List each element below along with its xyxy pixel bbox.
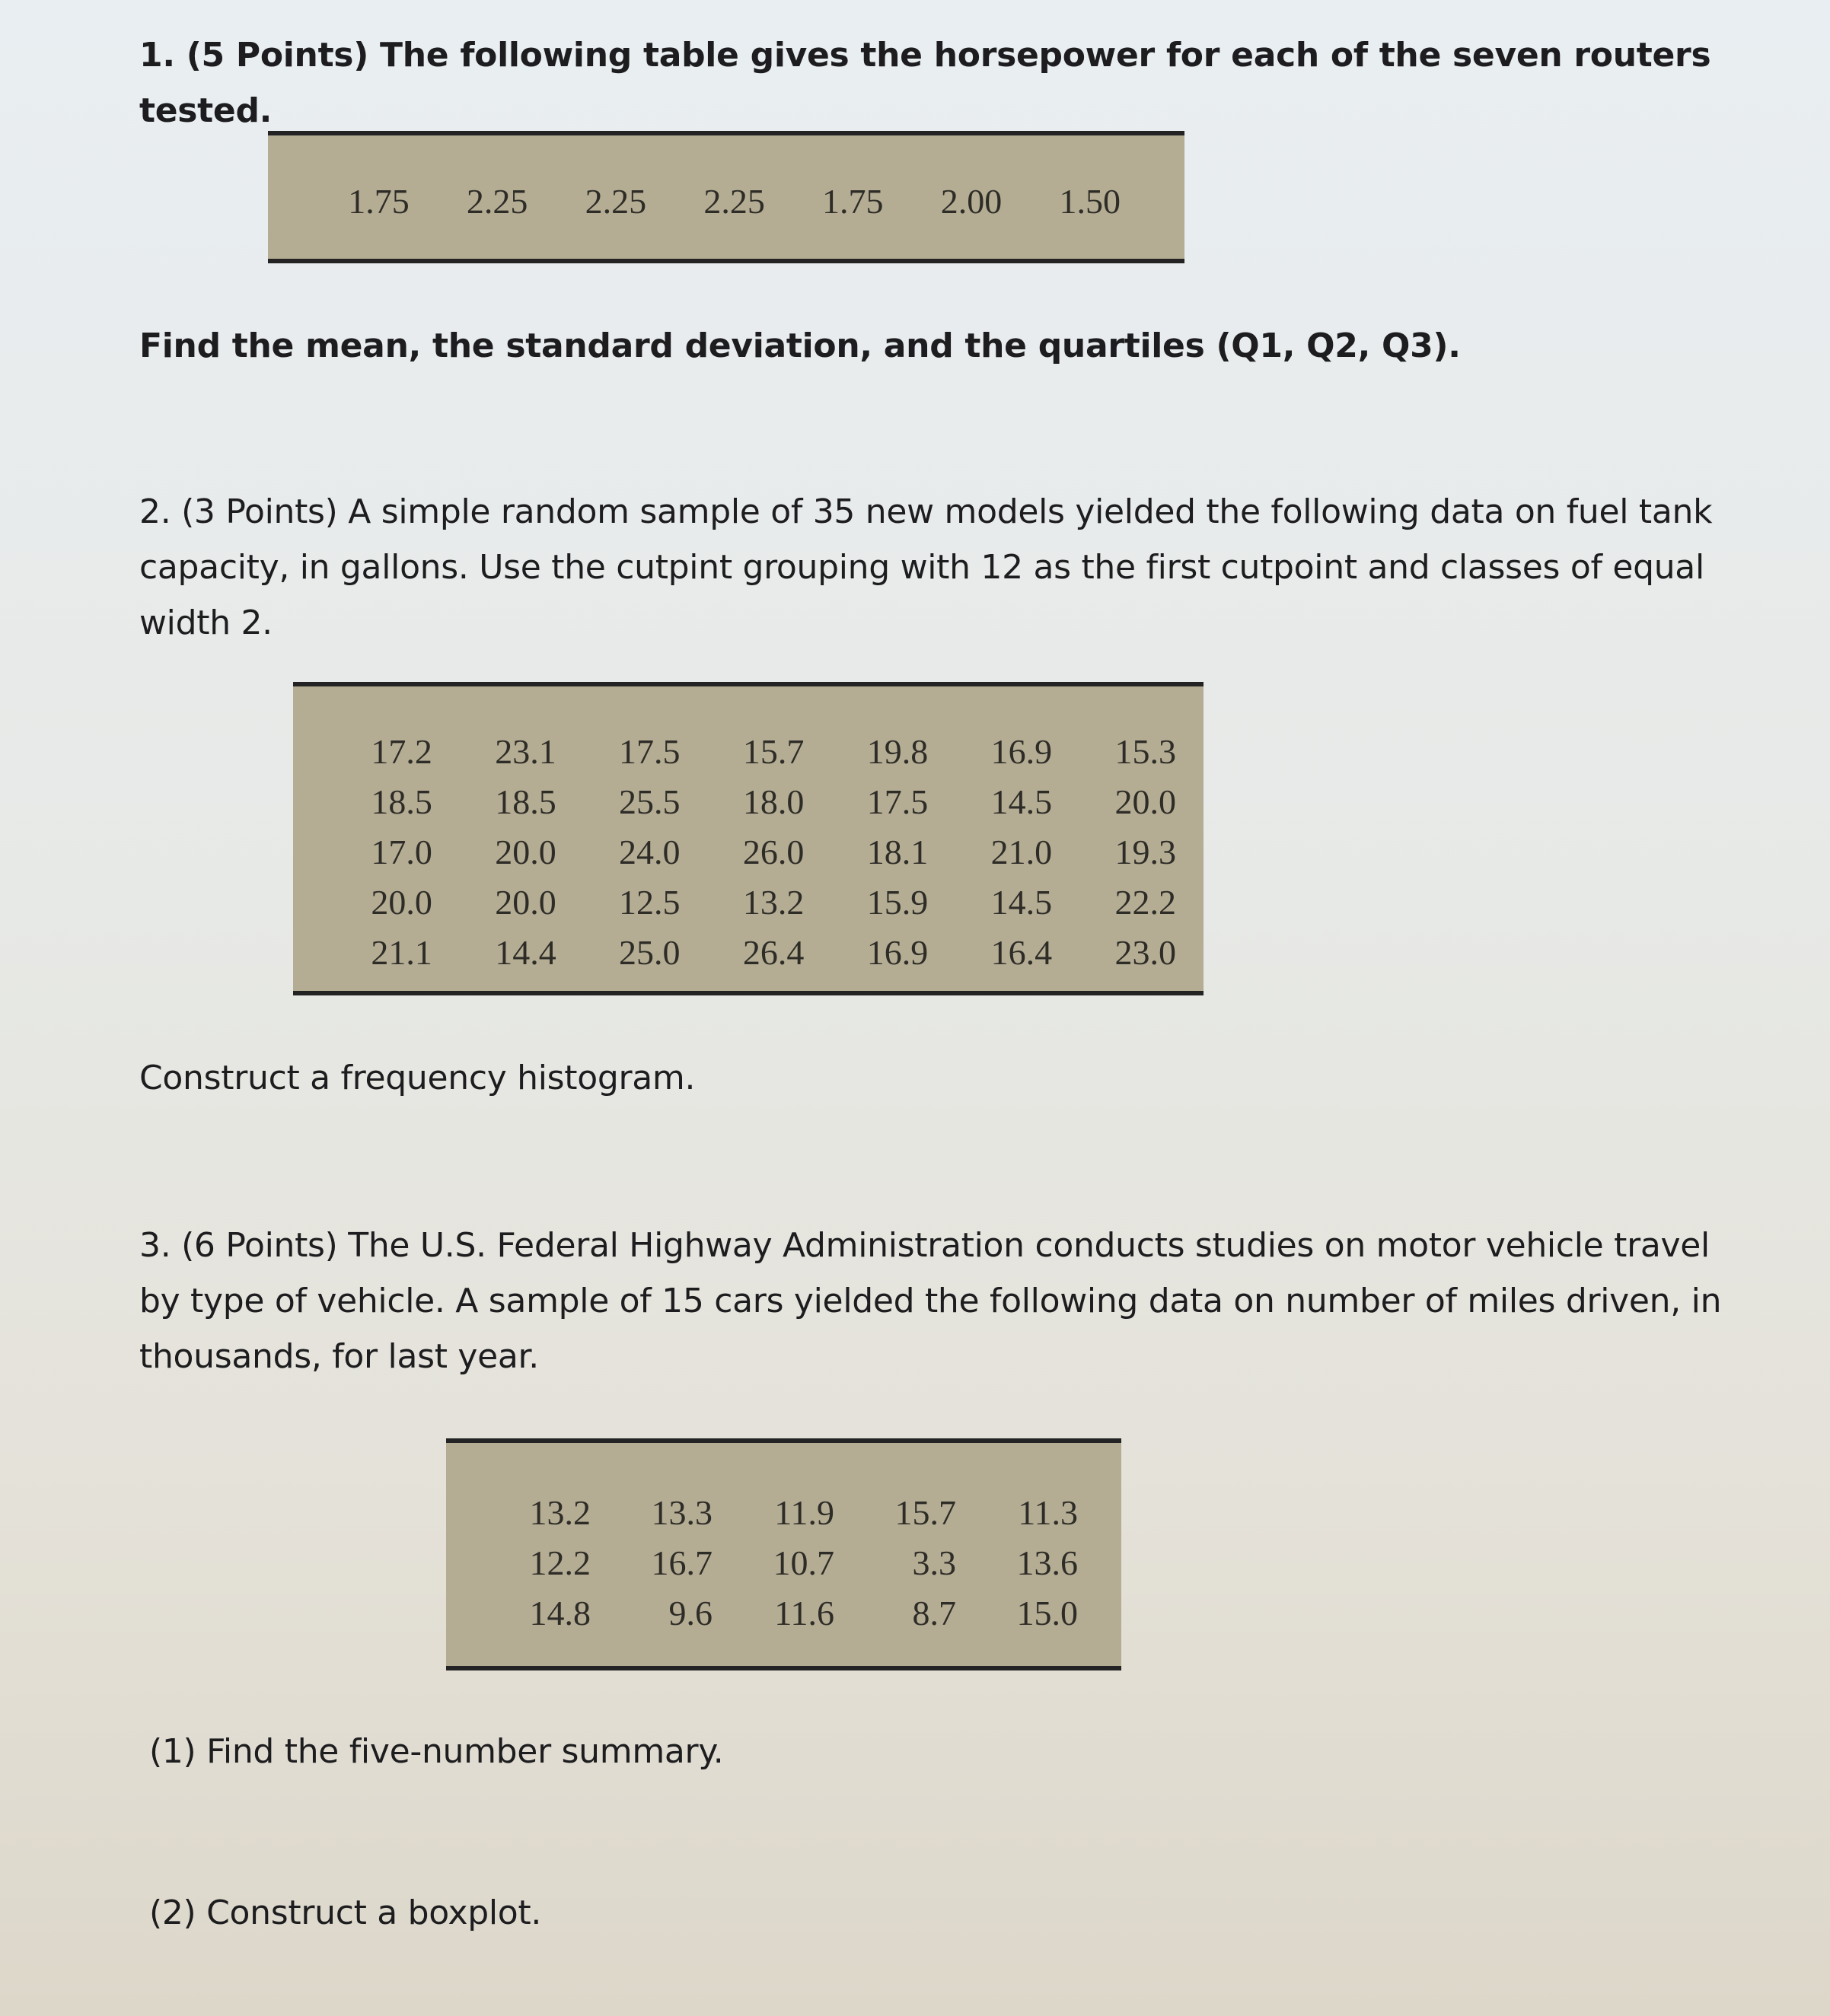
q1-heading: 1. (5 Points) The following table gives the horsepower for each of the seven routers tested. [139, 36, 1711, 130]
table-cell: 21.1 [371, 932, 432, 972]
table-cell: 26.0 [742, 832, 805, 871]
table-cell: 17.2 [371, 731, 432, 771]
table-cell: 13.2 [742, 882, 805, 922]
table-cell: 15.9 [866, 882, 929, 922]
q2-data-table [293, 682, 1204, 995]
table-cell: 15.7 [894, 1492, 956, 1532]
table-cell: 23.1 [495, 731, 556, 771]
table-cell: 11.9 [774, 1492, 834, 1532]
table-cell: 13.2 [529, 1492, 591, 1532]
q2-line-1: 2. (3 Points) A simple random sample of 35 new models yielded the following data on fuel tank [139, 492, 1713, 531]
table-cell: 21.0 [990, 832, 1053, 871]
table-cell: 18.0 [742, 782, 805, 821]
table-cell: 15.7 [742, 731, 805, 771]
table-cell: 11.6 [774, 1593, 834, 1632]
table-cell: 17.0 [371, 832, 432, 871]
q3-line-2: by type of vehicle. A sample of 15 cars yielded the following data on number of miles driven, in [139, 1282, 1722, 1320]
table-cell: 18.1 [866, 832, 929, 871]
table-row [308, 927, 1176, 977]
table-row [308, 826, 1176, 877]
table-row [308, 726, 1176, 776]
table-cell: 8.7 [912, 1593, 956, 1632]
table-cell: 23.0 [1114, 932, 1176, 972]
table-cell: 2.25 [466, 181, 528, 221]
table-cell: 22.2 [1114, 882, 1176, 922]
table-cell: 15.3 [1114, 731, 1176, 771]
table-cell: 12.2 [529, 1543, 591, 1582]
table-cell: 16.4 [990, 932, 1053, 972]
q3-data-table [446, 1438, 1121, 1670]
table-cell: 2.00 [940, 181, 1003, 221]
q2-line-3: width 2. [139, 604, 273, 642]
table-cell: 10.7 [773, 1543, 834, 1582]
table-row [469, 1588, 1078, 1638]
table-cell: 1.75 [822, 181, 884, 221]
table-cell: 17.5 [619, 731, 681, 771]
table-cell: 20.0 [1114, 782, 1176, 821]
table-row [291, 178, 1121, 224]
table-row [469, 1487, 1078, 1537]
table-row [469, 1537, 1078, 1588]
table-cell: 18.5 [495, 782, 556, 821]
table-cell: 9.6 [668, 1593, 713, 1632]
table-cell: 20.0 [495, 882, 556, 922]
q1-instruction: Find the mean, the standard deviation, and the quartiles (Q1, Q2, Q3). [139, 326, 1461, 365]
table-cell: 2.25 [585, 181, 647, 221]
table-cell: 12.5 [619, 882, 681, 922]
table-cell: 20.0 [371, 882, 432, 922]
table-cell: 14.5 [990, 882, 1053, 922]
q2-line-2: capacity, in gallons. Use the cutpint grouping with 12 as the first cutpoint and classes of equal [139, 548, 1704, 587]
table-cell: 17.5 [866, 782, 929, 821]
table-cell: 16.9 [990, 731, 1053, 771]
q1-data-table [268, 131, 1184, 263]
table-cell: 16.9 [866, 932, 929, 972]
table-cell: 1.50 [1059, 181, 1121, 221]
q3-part-2: (2) Construct a boxplot. [149, 1893, 542, 1932]
q3-prompt [139, 1218, 1776, 1384]
table-cell: 11.3 [1018, 1492, 1078, 1532]
table-cell: 24.0 [619, 832, 681, 871]
table-cell: 14.8 [529, 1593, 591, 1632]
q3-part-1: (1) Find the five-number summary. [149, 1732, 724, 1771]
q2-instruction: Construct a frequency histogram. [139, 1059, 696, 1097]
table-cell: 20.0 [495, 832, 556, 871]
table-cell: 3.3 [912, 1543, 956, 1582]
q3-line-3: thousands, for last year. [139, 1337, 539, 1376]
table-row [308, 776, 1176, 826]
table-cell: 13.3 [651, 1492, 713, 1532]
table-cell: 15.0 [1016, 1593, 1078, 1632]
q2-prompt [139, 484, 1776, 651]
table-cell: 25.0 [619, 932, 681, 972]
table-cell: 14.5 [990, 782, 1053, 821]
table-cell: 13.6 [1016, 1543, 1078, 1582]
table-cell: 19.3 [1114, 832, 1176, 871]
table-cell: 19.8 [866, 731, 929, 771]
table-row [308, 877, 1176, 927]
table-cell: 1.75 [348, 181, 410, 221]
table-cell: 16.7 [651, 1543, 713, 1582]
table-cell: 2.25 [703, 181, 765, 221]
table-cell: 26.4 [742, 932, 805, 972]
table-cell: 14.4 [495, 932, 556, 972]
table-cell: 18.5 [371, 782, 432, 821]
table-cell: 25.5 [619, 782, 681, 821]
q3-line-1: 3. (6 Points) The U.S. Federal Highway Administration conducts studies on motor vehicle travel [139, 1226, 1710, 1265]
